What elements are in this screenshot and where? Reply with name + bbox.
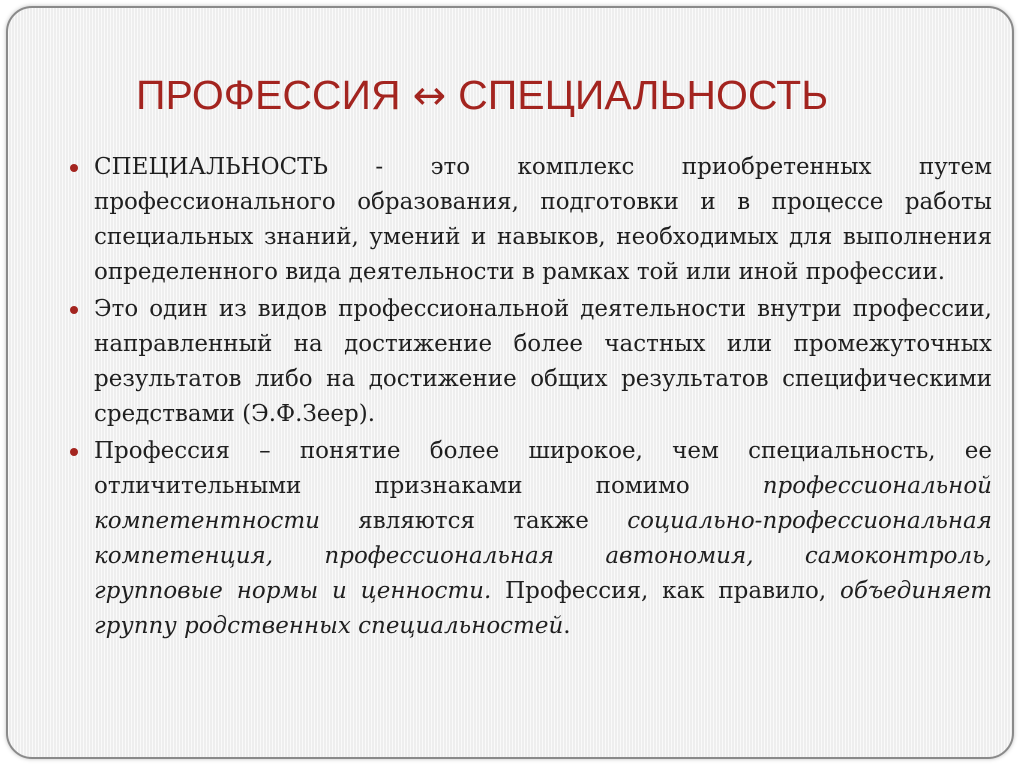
bullet-specialty-kind xyxy=(94,292,992,432)
bullet-text-part: Профессия, как правило, xyxy=(491,578,840,604)
left-right-arrow-icon: ↔ xyxy=(412,73,447,119)
bullet-text-part: . xyxy=(563,613,571,639)
bullet-text-part: являются также xyxy=(319,508,628,534)
red-dot-bullet-icon xyxy=(70,306,78,314)
bullet-profession-concept xyxy=(94,434,992,644)
italic-phrase: профессиональной компетентности xyxy=(94,473,992,534)
bullet-text-part: Профессия – понятие более широкое, чем специальность, ее отличительными признаками помимо xyxy=(94,438,992,499)
slide-title xyxy=(136,72,828,119)
bullet-text: СПЕЦИАЛЬНОСТЬ - это комплекс приобретенных путем профессионального образования, подготовки и в процессе работы специальных знаний, умений и навыков, необходимых для выполнения определенного вида деятельности в рамках той или иной профессии. xyxy=(94,154,992,285)
red-dot-bullet-icon xyxy=(70,448,78,456)
italic-phrase: социально-профессиональная компетенция, профессиональная автономия, самоконтроль, групповые нормы и ценности. xyxy=(94,508,992,604)
bullet-specialty-definition xyxy=(94,150,992,290)
red-dot-bullet-icon xyxy=(70,164,78,172)
italic-phrase: объединяет группу родственных специальностей xyxy=(94,578,992,639)
bullet-text: Это один из видов профессиональной деятельности внутри профессии, направленный на достижение более частных или промежуточных результатов либо на достижение общих результатов специфическими средствами (Э.Ф.Зеер). xyxy=(94,296,992,427)
title-right: СПЕЦИАЛЬНОСТЬ xyxy=(458,72,829,118)
bullet-list xyxy=(94,150,992,646)
slide xyxy=(6,6,1014,759)
title-left: ПРОФЕССИЯ xyxy=(136,72,401,118)
